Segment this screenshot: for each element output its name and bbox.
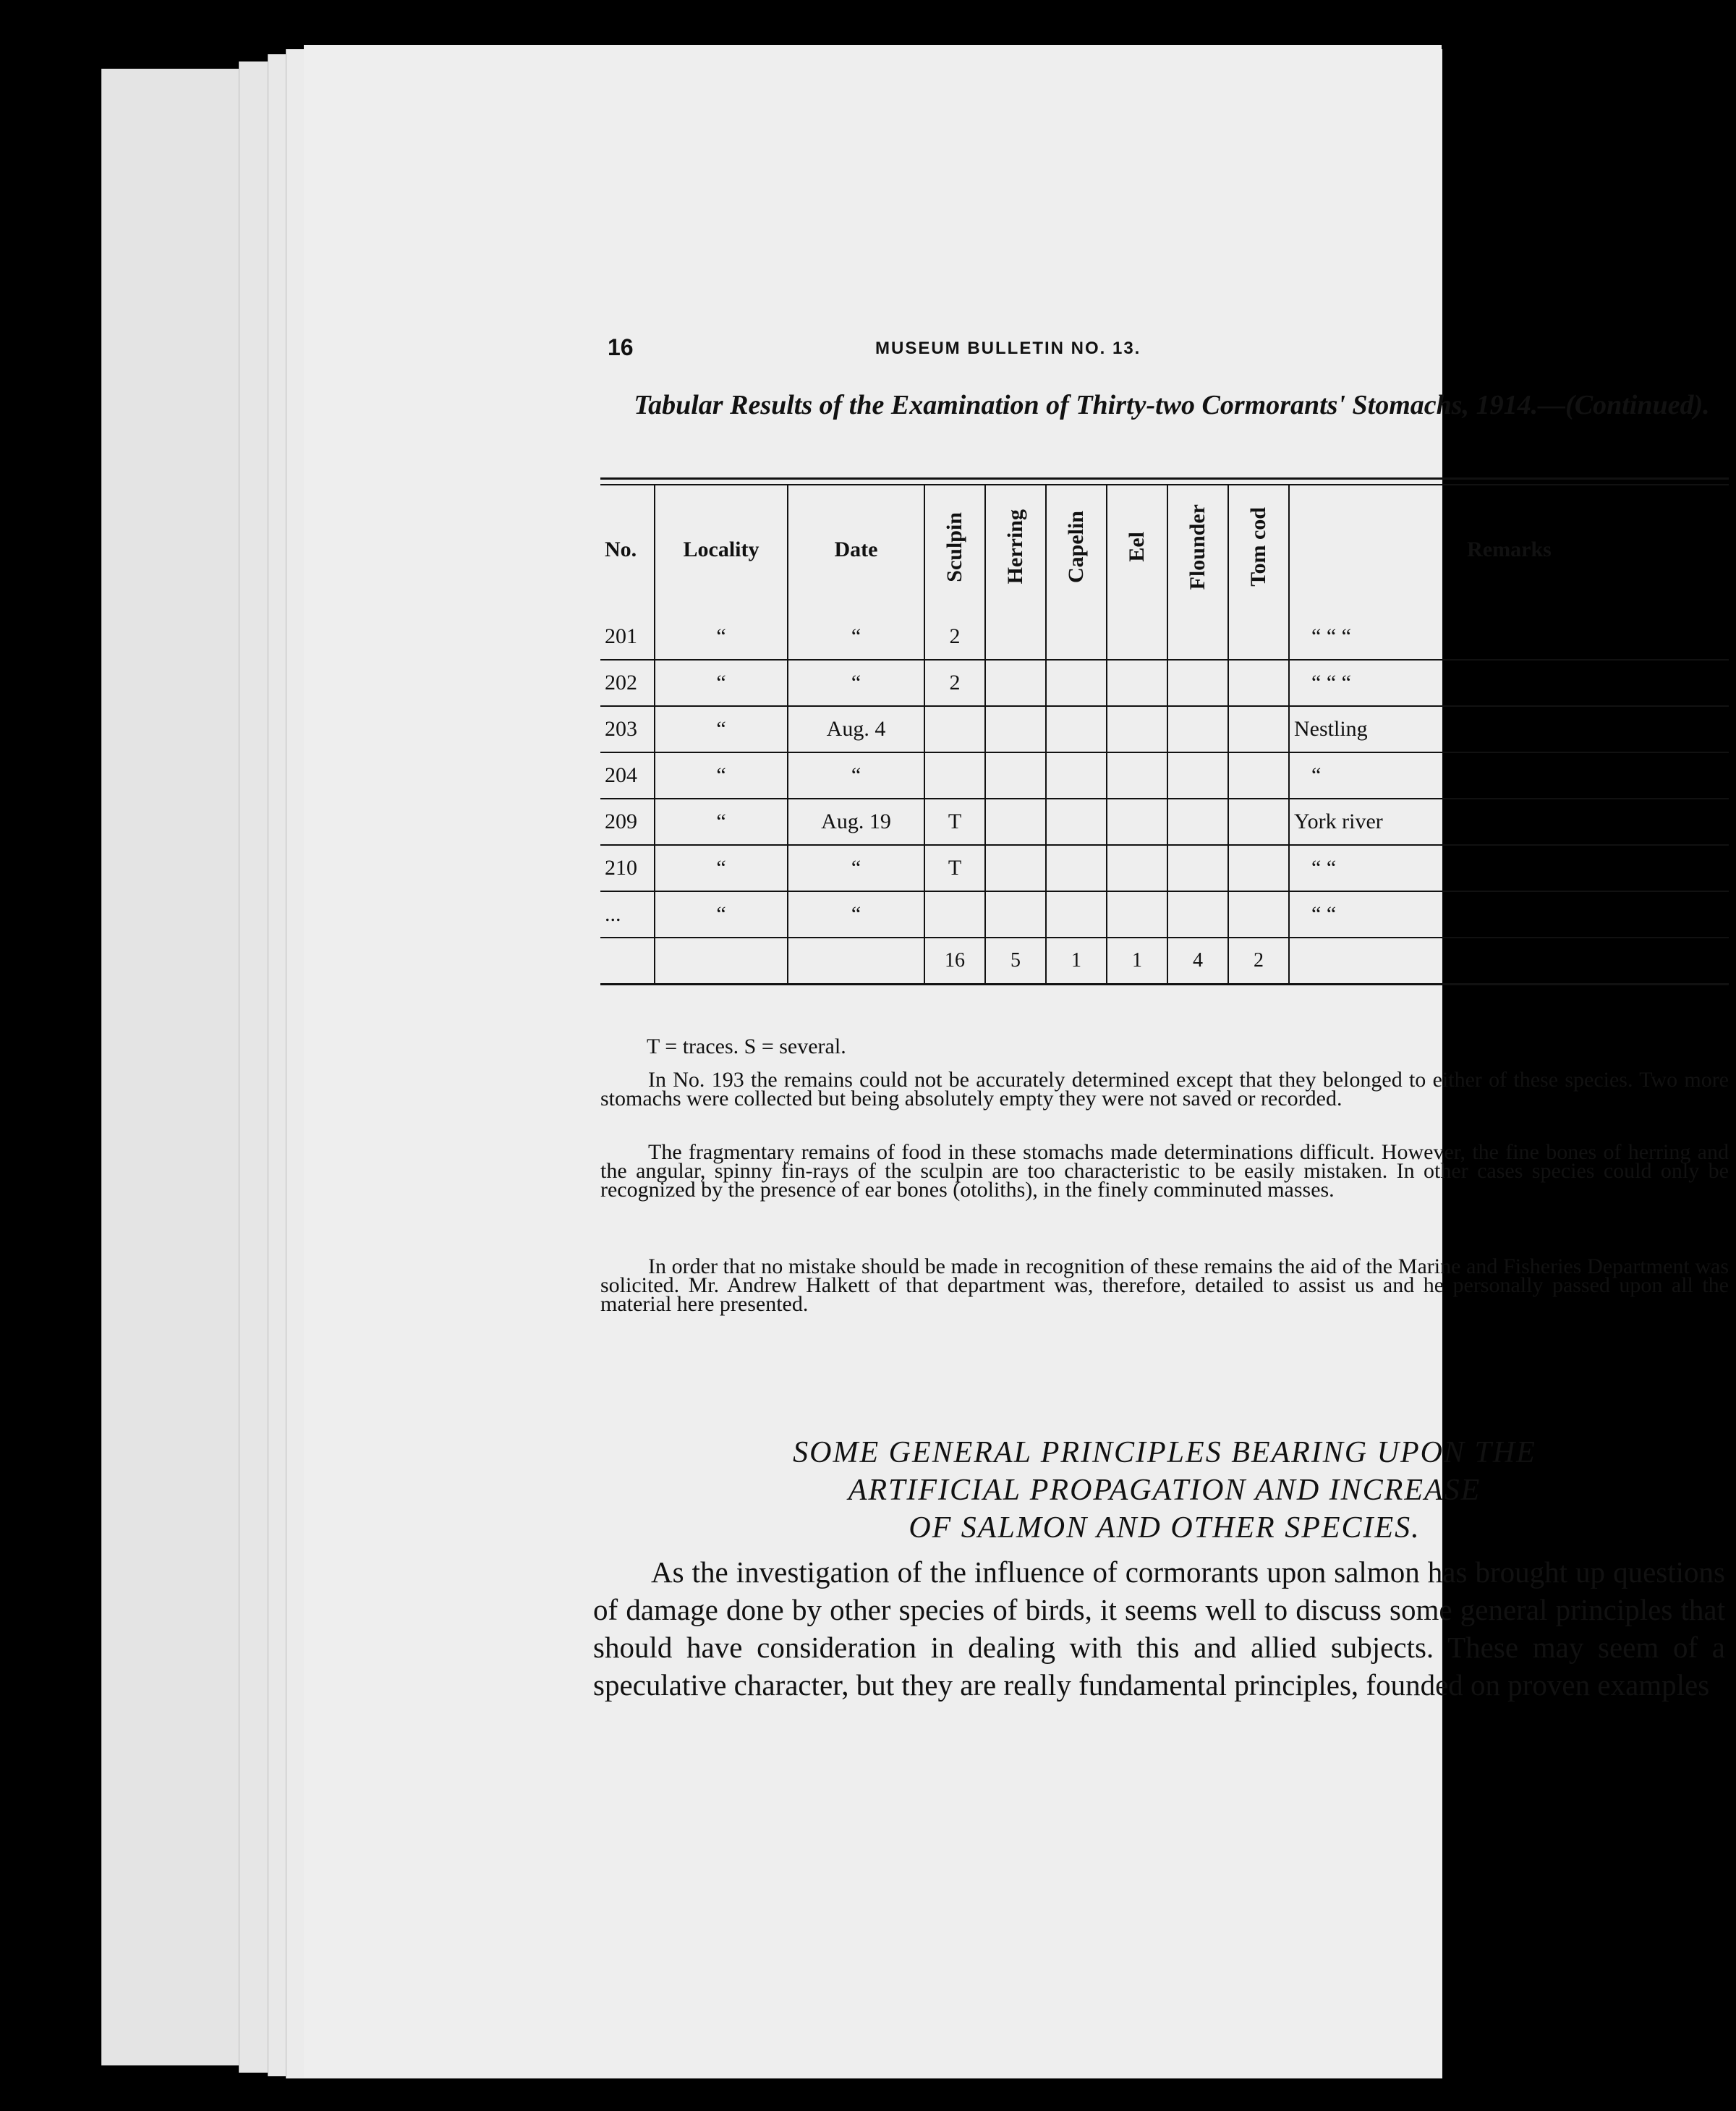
total-cell: 16 <box>924 938 985 985</box>
table-cell <box>985 614 1046 660</box>
table-row <box>600 845 1729 891</box>
totals-row <box>600 938 1729 985</box>
table-cell: T <box>924 799 985 845</box>
column-header-label: No. <box>605 538 637 561</box>
column-header <box>1228 485 1289 614</box>
stomach-table <box>600 485 1729 985</box>
table-title: Tabular Results of the Examination of Thirty-two Cormorants' Stomachs, 1914.—(Continued). <box>634 390 1710 420</box>
table-row <box>600 614 1729 660</box>
table-cell: “ <box>1289 752 1729 799</box>
section-title <box>593 1434 1736 1547</box>
table-cell: “ “ <box>1289 845 1729 891</box>
table-cell: 204 <box>600 752 655 799</box>
table-cell: “ <box>655 891 788 938</box>
table-cell <box>1228 706 1289 752</box>
table-cell <box>1228 799 1289 845</box>
table-cell: “ <box>655 706 788 752</box>
column-header-label: Tom cod <box>1246 507 1270 587</box>
table-row <box>600 891 1729 938</box>
paragraph-text: The fragmentary remains of food in these stomachs made determinations difficult. However, the fine bones of herring and the angular, spinny fin-rays of the sculpin are too characteristic to be easily mistaken. In other cases species could only be recognized by the presence of ear bones (otoliths), in the finely comminuted masses. <box>600 1140 1729 1202</box>
table-cell: 209 <box>600 799 655 845</box>
table-cell <box>985 845 1046 891</box>
column-header <box>788 485 924 614</box>
table-cell <box>1107 845 1167 891</box>
table-cell: 202 <box>600 660 655 706</box>
column-header <box>1107 485 1167 614</box>
table-cell: “ <box>788 614 924 660</box>
table-cell: “ “ “ <box>1289 614 1729 660</box>
table-cell: 2 <box>924 660 985 706</box>
body-paragraph-text: As the investigation of the influence of cormorants upon salmon has brought up questions of damage done by other species of birds, it seems well to discuss some general principles that should have consideration in dealing with this and allied subjects. These may seem of a speculative character, but they are really fundamental principles, founded on proven examples <box>593 1555 1725 1702</box>
table-cell <box>1046 706 1107 752</box>
table-cell <box>1228 614 1289 660</box>
paragraph-text: In order that no mistake should be made in recognition of these remains the aid of the Marine and Fisheries Department was solicited. Mr. Andrew Halkett of that department was, therefore, detailed to assist us and he personally passed upon all the material here presented. <box>600 1254 1729 1316</box>
paragraph-text: In No. 193 the remains could not be accurately determined except that they belonged to either of these species. Two more stomachs were collected but being absolutely empty they were not saved or recorded. <box>600 1068 1729 1110</box>
section-title-line: ARTIFICIAL PROPAGATION AND INCREASE <box>848 1474 1481 1507</box>
table-cell: 2 <box>924 614 985 660</box>
table-cell <box>924 706 985 752</box>
column-header-label: Locality <box>683 538 760 561</box>
table-cell: “ <box>788 891 924 938</box>
results-table <box>600 477 1729 985</box>
section-title-line: SOME GENERAL PRINCIPLES BEARING UPON THE <box>793 1436 1536 1469</box>
table-cell <box>1228 752 1289 799</box>
column-header <box>985 485 1046 614</box>
table-cell <box>1107 706 1167 752</box>
table-cell: 201 <box>600 614 655 660</box>
table-cell <box>924 891 985 938</box>
table-rule <box>600 477 1729 480</box>
total-cell: 5 <box>985 938 1046 985</box>
table-cell: “ “ <box>1289 891 1729 938</box>
column-header-label: Herring <box>1003 509 1027 585</box>
column-header <box>1289 485 1729 614</box>
table-cell <box>1167 752 1228 799</box>
column-header <box>924 485 985 614</box>
table-cell <box>1107 891 1167 938</box>
total-cell <box>655 938 788 985</box>
table-cell <box>1046 614 1107 660</box>
table-cell <box>1228 845 1289 891</box>
table-row <box>600 799 1729 845</box>
table-cell <box>1107 660 1167 706</box>
table-cell <box>1228 660 1289 706</box>
table-cell: “ <box>788 845 924 891</box>
column-header-label: Remarks <box>1467 538 1552 561</box>
table-cell <box>1046 891 1107 938</box>
paragraph <box>600 1068 1729 1110</box>
total-cell: 2 <box>1228 938 1289 985</box>
column-header <box>1046 485 1107 614</box>
table-cell <box>1046 660 1107 706</box>
paragraph <box>600 1254 1729 1316</box>
running-head: MUSEUM BULLETIN NO. 13. <box>875 339 1141 358</box>
table-cell <box>1046 752 1107 799</box>
table-cell <box>1167 891 1228 938</box>
table-cell <box>1107 752 1167 799</box>
total-cell: 1 <box>1046 938 1107 985</box>
table-cell <box>985 891 1046 938</box>
section-title-line: OF SALMON AND OTHER SPECIES. <box>909 1511 1421 1545</box>
table-cell <box>985 706 1046 752</box>
table-cell: York river <box>1289 799 1729 845</box>
table-cell <box>1107 614 1167 660</box>
table-cell <box>1167 706 1228 752</box>
table-legend: T = traces. S = several. <box>647 1035 846 1058</box>
table-cell: Nestling <box>1289 706 1729 752</box>
document-page <box>304 45 1729 2078</box>
total-cell: 1 <box>1107 938 1167 985</box>
table-cell: “ <box>788 752 924 799</box>
column-header-label: Capelin <box>1064 510 1088 584</box>
table-cell: “ <box>655 752 788 799</box>
column-header-label: Eel <box>1125 532 1149 562</box>
table-cell <box>985 752 1046 799</box>
table-cell: “ <box>655 660 788 706</box>
page-number: 16 <box>608 334 634 360</box>
table-cell <box>1228 891 1289 938</box>
table-cell: T <box>924 845 985 891</box>
table-row <box>600 706 1729 752</box>
column-header-label: Flounder <box>1186 504 1209 590</box>
paragraph <box>600 1140 1729 1202</box>
table-row <box>600 752 1729 799</box>
table-cell <box>1167 660 1228 706</box>
table-cell <box>1167 845 1228 891</box>
table-header-row <box>600 485 1729 614</box>
table-cell <box>924 752 985 799</box>
column-header <box>655 485 788 614</box>
table-cell <box>985 660 1046 706</box>
table-cell: 203 <box>600 706 655 752</box>
table-cell: “ <box>655 614 788 660</box>
table-cell <box>1046 845 1107 891</box>
table-cell: ... <box>600 891 655 938</box>
table-cell <box>1046 799 1107 845</box>
table-cell: “ <box>655 845 788 891</box>
body-paragraph <box>593 1553 1725 1704</box>
table-cell <box>1107 799 1167 845</box>
total-cell <box>600 938 655 985</box>
total-cell: 4 <box>1167 938 1228 985</box>
table-cell: 210 <box>600 845 655 891</box>
table-cell <box>985 799 1046 845</box>
table-cell: Aug. 19 <box>788 799 924 845</box>
page-header <box>304 334 1442 363</box>
column-header-label: Date <box>834 538 878 561</box>
table-cell: “ “ “ <box>1289 660 1729 706</box>
total-cell <box>788 938 924 985</box>
table-row <box>600 660 1729 706</box>
table-cell: “ <box>788 660 924 706</box>
table-body <box>600 614 1729 985</box>
table-cell: “ <box>655 799 788 845</box>
table-cell <box>1167 614 1228 660</box>
total-cell <box>1289 938 1729 985</box>
table-cell <box>1167 799 1228 845</box>
column-header <box>600 485 655 614</box>
column-header-label: Sculpin <box>943 511 966 582</box>
table-cell: Aug. 4 <box>788 706 924 752</box>
column-header <box>1167 485 1228 614</box>
